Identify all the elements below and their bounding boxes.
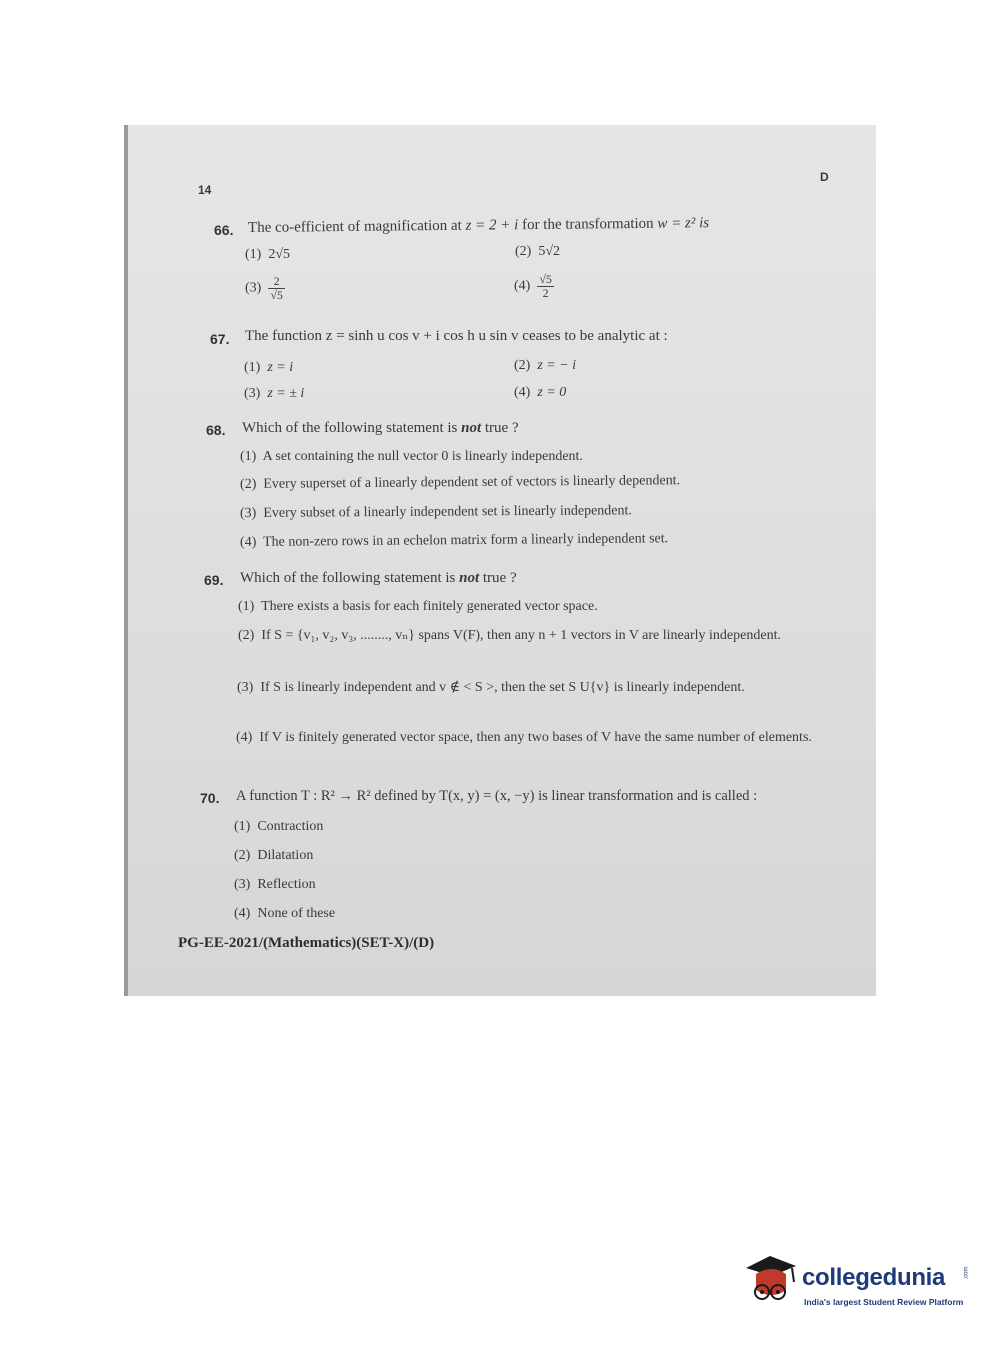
question-text: A function T : R² → R² defined by T(x, y) = (x, −y) is linear transformation and is called : xyxy=(236,788,758,804)
option-1 xyxy=(240,449,583,465)
footer-code: PG-EE-2021/(Mathematics)(SET-X)/(D) xyxy=(178,935,435,951)
option-label: (3) xyxy=(239,505,257,521)
question-number: 69. xyxy=(204,572,224,588)
brand-name: collegedunia xyxy=(802,1264,946,1291)
option-label: (4) xyxy=(514,385,531,400)
fraction-numerator: √5 xyxy=(539,272,552,286)
photo-left-edge xyxy=(124,125,128,996)
option-1 xyxy=(234,819,323,835)
option-label: (4) xyxy=(234,906,251,921)
question-number: 70. xyxy=(200,790,220,806)
option-label: (1) xyxy=(234,819,251,834)
option-3 xyxy=(234,877,316,893)
fraction-denominator: 2 xyxy=(542,286,549,300)
question-text xyxy=(240,570,517,587)
option-3 xyxy=(240,503,632,522)
option-text: Contraction xyxy=(257,819,324,834)
option-2 xyxy=(515,244,560,260)
option-label: (4) xyxy=(514,278,531,294)
option-1 xyxy=(245,247,290,263)
brand-tagline: India's largest Student Review Platform xyxy=(804,1297,964,1307)
option-text: Dilatation xyxy=(257,848,314,863)
option-text: z = − i xyxy=(537,358,577,373)
option-text: Reflection xyxy=(257,877,316,892)
option-text: 5√2 xyxy=(538,244,561,259)
option-label: (4) xyxy=(239,534,257,550)
brand-suffix: .com xyxy=(963,1266,970,1280)
option-text: If S is linearly independent and v ∉ < S >, then the set S U{v} is linearly independent. xyxy=(260,680,745,695)
option-text: 2√5 xyxy=(268,247,291,262)
exam-page-photo xyxy=(124,125,876,996)
option-4 xyxy=(236,727,834,749)
option-1 xyxy=(244,360,293,376)
equation: z = 2 + i xyxy=(465,217,519,234)
question-number: 66. xyxy=(214,222,234,238)
option-2 xyxy=(240,473,680,493)
emphasis: not xyxy=(461,420,482,436)
option-label: (3) xyxy=(237,680,254,695)
option-text: The non-zero rows in an echelon matrix form a linearly independent set. xyxy=(263,531,669,550)
option-4 xyxy=(514,273,554,300)
question-text xyxy=(242,420,519,437)
option-label: (1) xyxy=(244,360,261,375)
option-2 xyxy=(514,358,576,374)
option-label: (2) xyxy=(238,628,255,643)
student-mascot-icon xyxy=(742,1250,802,1310)
option-2 xyxy=(234,848,313,864)
option-text: There exists a basis for each finitely generated vector space. xyxy=(261,599,598,614)
option-label: (4) xyxy=(236,730,253,745)
option-4 xyxy=(514,385,566,401)
option-text: A set containing the null vector 0 is linearly independent. xyxy=(262,449,583,464)
option-text: Every subset of a linearly independent set is linearly independent. xyxy=(263,503,632,521)
question-number: 68. xyxy=(206,422,226,438)
question-text: The function z = sinh u cos v + i cos h u sin v ceases to be analytic at : xyxy=(245,328,668,344)
option-4 xyxy=(240,531,668,551)
option-label: (2) xyxy=(515,244,532,259)
set-code: D xyxy=(820,170,829,184)
equation: w = z² is xyxy=(657,215,710,232)
option-label: (2) xyxy=(234,848,251,863)
question-text-part: The co-efficient of magnification at xyxy=(247,217,466,236)
fraction-denominator: √5 xyxy=(270,288,283,302)
option-label: (1) xyxy=(245,247,262,262)
option-label: (1) xyxy=(238,599,255,614)
option-2 xyxy=(238,625,833,647)
option-label: (1) xyxy=(240,449,257,464)
fraction xyxy=(537,273,554,300)
fraction-numerator: 2 xyxy=(268,275,285,289)
question-text-part: true ? xyxy=(479,570,517,586)
page-number: 14 xyxy=(198,183,212,197)
option-text: If V is finitely generated vector space, then any two bases of V have the same number of elements. xyxy=(259,730,812,745)
option-label: (3) xyxy=(245,280,262,296)
option-text: z = 0 xyxy=(537,385,567,400)
option-label: (3) xyxy=(244,386,261,401)
question-text-part: Which of the following statement is xyxy=(240,570,460,586)
option-text: z = ± i xyxy=(267,386,305,401)
option-3 xyxy=(245,275,285,302)
question-text-part: Which of the following statement is xyxy=(242,420,462,436)
option-text: If S = {v₁, v₂, v₃, ........, vₙ} spans V(F), then any n + 1 vectors in V are linearly independent. xyxy=(261,628,781,643)
collegedunia-logo[interactable] xyxy=(742,1250,972,1310)
option-4 xyxy=(234,906,335,922)
option-label: (2) xyxy=(239,476,257,492)
fraction xyxy=(268,275,285,302)
option-label: (2) xyxy=(514,358,531,373)
emphasis: not xyxy=(459,570,480,586)
question-number: 67. xyxy=(210,331,230,347)
question-text-part: true ? xyxy=(481,420,519,436)
option-text: Every superset of a linearly dependent set of vectors is linearly dependent. xyxy=(263,473,681,492)
option-1 xyxy=(238,599,598,615)
option-text: z = i xyxy=(267,360,294,375)
option-text: None of these xyxy=(257,906,336,921)
option-3 xyxy=(237,677,832,699)
option-3 xyxy=(244,386,304,402)
option-label: (3) xyxy=(234,877,251,892)
question-text-part: for the transformation xyxy=(518,215,658,234)
question-text xyxy=(248,215,709,237)
